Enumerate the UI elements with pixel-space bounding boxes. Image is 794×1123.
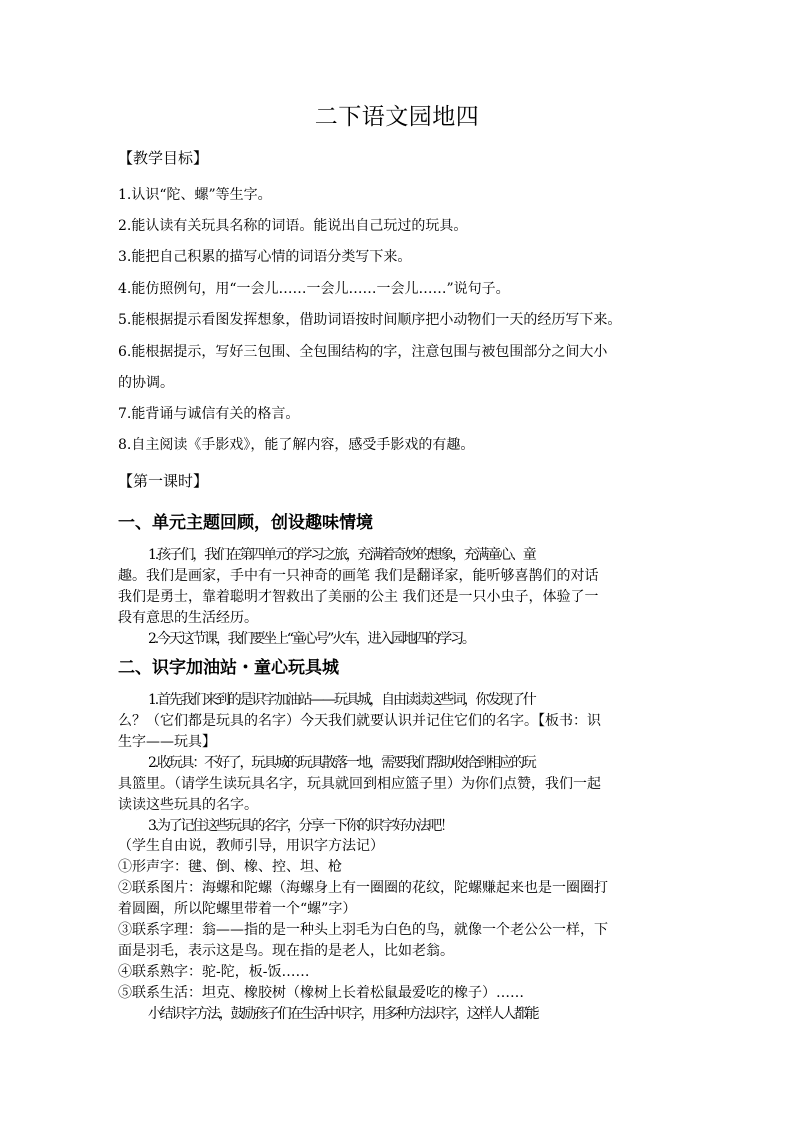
objective-item: 5.能根据提示看图发挥想象，借助词语按时间顺序把小动物们一天的经历写下来。 (118, 312, 622, 328)
objective-item: 6.能根据提示，写好三包围、全包围结构的字，注意包围与被包围部分之间大小 (118, 344, 608, 360)
paragraph-line: 段有意思的生活经历。 (118, 610, 258, 626)
paragraph-line: ④联系熟字：驼-陀，板-饭…… (118, 964, 310, 980)
paragraph-line: 趣。我们是画家，手中有一只神奇的画笔 我们是翻译家，能听够喜鹊们的对话 (118, 568, 599, 584)
paragraph-line: 生字——玩具】 (118, 734, 216, 750)
paragraph-line: 1.首先我们来到的是识字加油站——玩具城，自由读读这些词，你发现了什 (148, 692, 535, 708)
paragraph-line: 么？（它们都是玩具的名字）今天我们就要认识并记住它们的名字。【板书：识 (118, 713, 601, 729)
paragraph-line: 1.孩子们，我们在第四单元的学习之旅，充满着奇妙的想象，充满童心、童 (148, 547, 535, 563)
objective-item: 3.能把自己积累的描写心情的词语分类写下来。 (118, 249, 412, 265)
objective-item: 1.认识“陀、螺”等生字。 (118, 187, 272, 203)
paragraph-line: ③联系字理：翁——指的是一种头上羽毛为白色的鸟，就像一个老公公一样，下 (118, 922, 608, 938)
paragraph-line: ①形声字：毽、倒、橡、控、坦、枪 (118, 859, 342, 875)
paragraph-line: 着圆圈，所以陀螺里带着一个“螺”字） (118, 901, 357, 917)
objective-item: 8.自主阅读《手影戏》，能了解内容，感受手影戏的有趣。 (118, 437, 475, 453)
paragraph-line: 面是羽毛，表示这是鸟。现在指的是老人，比如老翁。 (118, 943, 454, 959)
section-heading: 一、单元主题回顾，创设趣味情境 (118, 513, 373, 533)
paragraph-line: 读读这些玩具的名字。 (118, 797, 258, 813)
objectives-heading: 【教学目标】 (118, 149, 209, 167)
paragraph-line: 具篮里。（请学生读玩具名字，玩具就回到相应篮子里）为你们点赞，我们一起 (118, 776, 601, 792)
paragraph-line: 我们是勇士，靠着聪明才智救出了美丽的公主 我们还是一只小虫子，体验了一 (118, 589, 599, 605)
paragraph-line: 小结识字方法，鼓励孩子们在生活中识字，用多种方法识字，这样人人都能 (148, 1006, 538, 1022)
objective-item: 的协调。 (118, 375, 174, 391)
paragraph-line: 2.今天这节课，我们要坐上“童心号”火车，进入园地四的学习。 (148, 631, 474, 647)
paragraph-line: ⑤联系生活：坦克、橡胶树（橡树上长着松鼠最爱吃的橡子）…… (118, 985, 524, 1001)
objective-item: 7.能背诵与诚信有关的格言。 (118, 406, 300, 422)
paragraph-line: 2.收玩具：不好了，玩具城的玩具散落一地，需要我们帮助收拾到相应的玩 (148, 755, 535, 771)
paragraph-line: ②联系图片：海螺和陀螺（海螺身上有一圈圈的花纹，陀螺赚起来也是一圈圈打 (118, 880, 608, 896)
objective-item: 2.能认读有关玩具名称的词语。能说出自己玩过的玩具。 (118, 218, 468, 234)
paragraph-line: （学生自由说，教师引导，用识字方法记） (118, 838, 384, 854)
paragraph-line: 3.为了记住这些玩具的名字，分享一下你的识字好办法吧！ (148, 818, 452, 834)
lesson-heading: 【第一课时】 (118, 472, 209, 490)
section-heading: 二、识字加油站・童心玩具城 (118, 658, 339, 678)
objective-item: 4.能仿照例句，用“一会儿……一会儿……一会儿……”说句子。 (118, 281, 510, 297)
page-title: 二下语文园地四 (314, 104, 480, 130)
